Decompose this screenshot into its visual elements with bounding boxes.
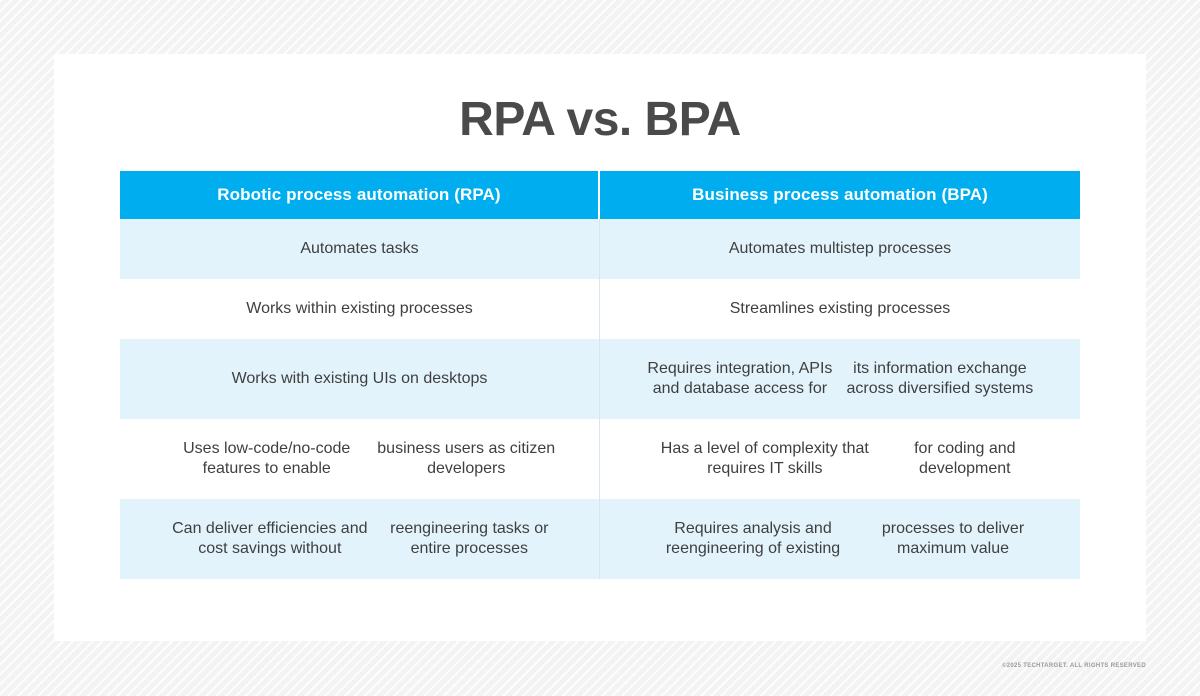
cell-text-line-2: business users as citizen developers — [377, 440, 556, 477]
table-row — [120, 219, 1080, 279]
cell-text-line-1: Has a level of complexity that requires IT skills — [660, 440, 869, 477]
rpa-cell — [120, 339, 600, 419]
rpa-cell — [120, 499, 600, 579]
table-header-row — [120, 171, 1080, 219]
header-rpa: Robotic process automation (RPA) — [120, 171, 600, 219]
cell-text: Streamlines existing processes — [729, 300, 951, 317]
cell-text-line-1: Uses low-code/no-code features to enable — [183, 440, 351, 477]
cell-text-line-2: reengineering tasks or entire processes — [390, 520, 549, 557]
cell-text: Works with existing UIs on desktops — [231, 370, 488, 387]
cell-text-line-1: Requires analysis and reengineering of existing — [665, 520, 841, 557]
cell-text: Automates tasks — [300, 240, 419, 257]
rpa-cell — [120, 419, 600, 499]
bpa-cell — [600, 279, 1080, 339]
cell-text: Works within existing processes — [246, 300, 473, 317]
comparison-table — [120, 171, 1080, 579]
table-row — [120, 339, 1080, 419]
rpa-cell — [120, 279, 600, 339]
table-row — [120, 279, 1080, 339]
cell-text-line-2: its information exchange across diversified systems — [846, 360, 1034, 397]
cell-text-line-2: for coding and development — [914, 440, 1016, 477]
bpa-cell — [600, 499, 1080, 579]
page-title: RPA vs. BPA — [459, 93, 741, 146]
table-row — [120, 499, 1080, 579]
copyright-notice: ©2025 TECHTARGET. ALL RIGHTS RESERVED — [1002, 663, 1146, 669]
cell-text-line-1: Requires integration, APIs and database access for — [647, 360, 833, 397]
bpa-cell — [600, 219, 1080, 279]
rpa-cell — [120, 219, 600, 279]
bpa-cell — [600, 339, 1080, 419]
cell-text: Automates multistep processes — [728, 240, 952, 257]
header-bpa: Business process automation (BPA) — [692, 185, 988, 204]
cell-text-line-2: processes to deliver maximum value — [881, 520, 1025, 557]
bpa-cell — [600, 419, 1080, 499]
cell-text-line-1: Can deliver efficiencies and cost savings without — [172, 520, 368, 557]
table-row — [120, 419, 1080, 499]
